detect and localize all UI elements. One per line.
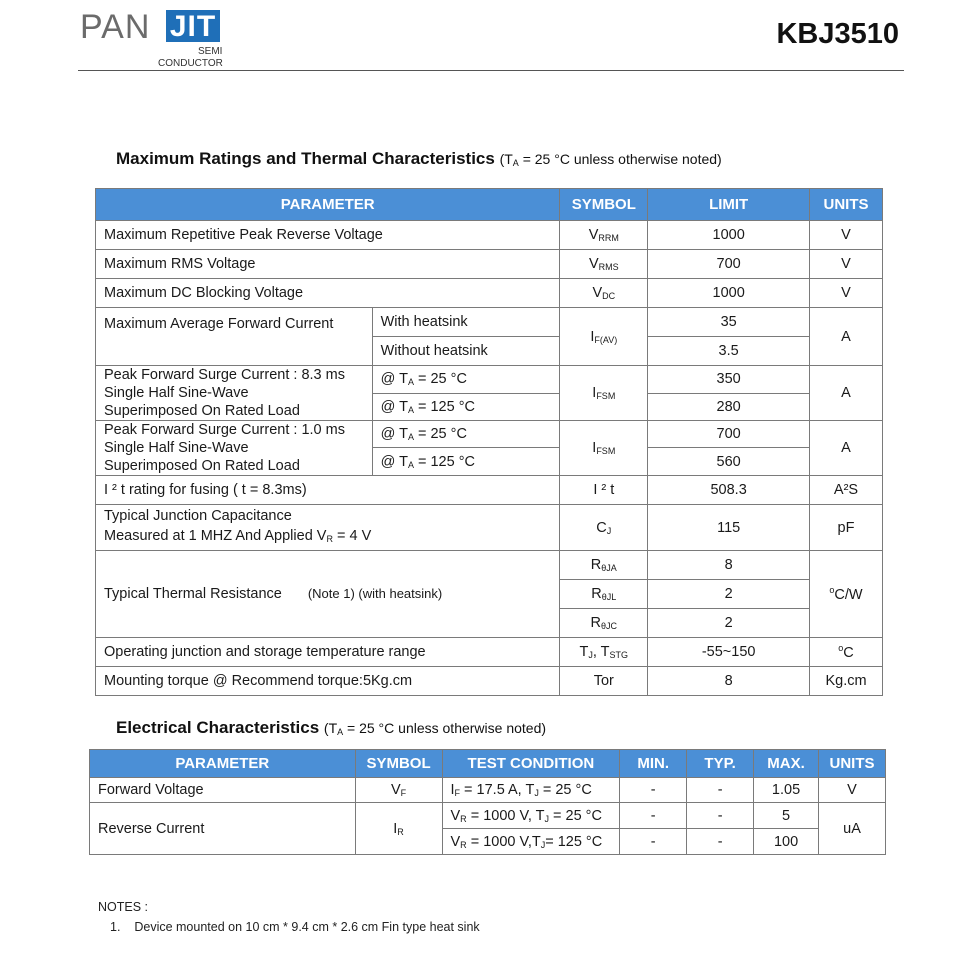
- condition-cell: @ $T_A = 25$ °C: [372, 421, 560, 448]
- symbol-cell: $C_J$: [560, 505, 648, 551]
- header-min: MIN.: [620, 750, 687, 778]
- unit-cell: Kg.cm: [810, 667, 883, 696]
- param-cell: Forward Voltage: [90, 778, 356, 803]
- condition-cell: @ $T_A = 25$ °C: [372, 366, 560, 394]
- condition-cell: @ $T_A = 125$ °C: [372, 448, 560, 476]
- limit-cell: 700: [648, 421, 810, 448]
- max-cell: 100: [754, 829, 819, 855]
- limit-cell: 3.5: [648, 337, 810, 366]
- unit-cell: pF: [810, 505, 883, 551]
- unit-cell: $^o$C/W: [810, 551, 883, 638]
- min-cell: -: [620, 803, 687, 829]
- typ-cell: -: [687, 778, 754, 803]
- param-cell: Maximum DC Blocking Voltage: [96, 279, 560, 308]
- condition-cell: @ $T_A = 125$ °C: [372, 393, 560, 421]
- header-test-condition: TEST CONDITION: [442, 750, 620, 778]
- table-row: [90, 803, 886, 829]
- header-parameter: PARAMETER: [90, 750, 356, 778]
- limit-cell: 508.3: [648, 476, 810, 505]
- param-cell: Maximum Repetitive Peak Reverse Voltage: [96, 221, 560, 250]
- symbol-cell: $V_{RMS}$: [560, 250, 648, 279]
- header-typ: TYP.: [687, 750, 754, 778]
- note-item: 1. Device mounted on 10 cm * 9.4 cm * 2.6 cm Fin type heat sink: [110, 920, 480, 934]
- param-cell: Maximum RMS Voltage: [96, 250, 560, 279]
- typ-cell: -: [687, 829, 754, 855]
- header-symbol: SYMBOL: [355, 750, 442, 778]
- table-row: [96, 638, 883, 667]
- unit-cell: V: [810, 279, 883, 308]
- param-cell: Typical Junction Capacitance Measured at 1 MHZ And Applied $V_R = 4$ V: [96, 505, 560, 551]
- symbol-cell: $I_{F(AV)}$: [560, 308, 648, 366]
- table-row: [96, 308, 883, 337]
- table-row: [96, 279, 883, 308]
- limit-cell: 35: [648, 308, 810, 337]
- limit-cell: 700: [648, 250, 810, 279]
- max-cell: 5: [754, 803, 819, 829]
- limit-cell: 1000: [648, 221, 810, 250]
- symbol-cell: Tor: [560, 667, 648, 696]
- test-condition-cell: $V_R = 1000$ $V,T_J= 125$ °C: [442, 829, 620, 855]
- symbol-cell: $R_{\theta JC}$: [560, 609, 648, 638]
- electrical-condition: ($T_A = 25$ °C unless otherwise noted): [323, 720, 547, 737]
- param-cell: I ² t rating for fusing ( t = 8.3ms): [96, 476, 560, 505]
- param-cell: Typical Thermal Resistance (Note 1) (with heatsink): [96, 551, 560, 638]
- table-row: [96, 667, 883, 696]
- condition-cell: Without heatsink: [372, 337, 560, 366]
- header-divider: [78, 70, 904, 71]
- header-parameter: PARAMETER: [96, 189, 560, 221]
- panjit-logo: [80, 4, 230, 70]
- symbol-cell: $T_J$, $T_{STG}$: [560, 638, 648, 667]
- logo-pan-text: PAN: [80, 8, 151, 46]
- test-condition-cell: $I_F = 17.5$ A, $T_J = 25$ °C: [442, 778, 620, 803]
- unit-cell: A: [810, 421, 883, 476]
- part-number: KBJ3510: [776, 18, 899, 50]
- logo-semi-text: SEMI: [198, 46, 223, 57]
- max-ratings-title: [116, 149, 722, 169]
- limit-cell: 115: [648, 505, 810, 551]
- electrical-table: [89, 749, 886, 855]
- min-cell: -: [620, 829, 687, 855]
- notes-title: NOTES :: [98, 900, 149, 914]
- unit-cell: A: [810, 366, 883, 421]
- table-row: [90, 778, 886, 803]
- limit-cell: 350: [648, 366, 810, 394]
- table-row: [96, 221, 883, 250]
- unit-cell: A: [810, 308, 883, 366]
- header-max: MAX.: [754, 750, 819, 778]
- param-cell: Peak Forward Surge Current : 8.3 ms Single Half Sine-Wave Superimposed On Rated Load: [96, 366, 373, 421]
- limit-cell: 280: [648, 393, 810, 421]
- notes-section: [98, 900, 480, 934]
- limit-cell: 1000: [648, 279, 810, 308]
- limit-cell: 8: [648, 667, 810, 696]
- limit-cell: 2: [648, 580, 810, 609]
- symbol-cell: $I_{FSM}$: [560, 366, 648, 421]
- symbol-cell: $I_{FSM}$: [560, 421, 648, 476]
- symbol-cell: $V_{RRM}$: [560, 221, 648, 250]
- symbol-cell: $V_{DC}$: [560, 279, 648, 308]
- limit-cell: 2: [648, 609, 810, 638]
- min-cell: -: [620, 778, 687, 803]
- unit-cell: A²S: [810, 476, 883, 505]
- condition-cell: With heatsink: [372, 308, 560, 337]
- max-ratings-table: [95, 188, 883, 696]
- typ-cell: -: [687, 803, 754, 829]
- table-row: [96, 551, 883, 580]
- symbol-cell: $I_R$: [355, 803, 442, 855]
- electrical-title: [116, 718, 546, 738]
- unit-cell: V: [819, 778, 886, 803]
- param-cell: Maximum Average Forward Current: [96, 308, 373, 366]
- header-symbol: SYMBOL: [560, 189, 648, 221]
- max-ratings-header-row: [96, 189, 883, 221]
- header-units: UNITS: [819, 750, 886, 778]
- test-condition-cell: $V_R = 1000$ V, $T_J = 25$ °C: [442, 803, 620, 829]
- max-cell: 1.05: [754, 778, 819, 803]
- limit-cell: 8: [648, 551, 810, 580]
- param-cell: Operating junction and storage temperature range: [96, 638, 560, 667]
- unit-cell: uA: [819, 803, 886, 855]
- table-row: [96, 366, 883, 394]
- table-row: [96, 505, 883, 551]
- unit-cell: V: [810, 250, 883, 279]
- symbol-cell: $R_{\theta JA}$: [560, 551, 648, 580]
- logo-jit-text: JIT: [169, 10, 217, 43]
- param-cell: Mounting torque @ Recommend torque:5Kg.cm: [96, 667, 560, 696]
- electrical-header-row: [90, 750, 886, 778]
- param-cell: Peak Forward Surge Current : 1.0 ms Single Half Sine-Wave Superimposed On Rated Load: [96, 421, 373, 476]
- unit-cell: V: [810, 221, 883, 250]
- header-units: UNITS: [810, 189, 883, 221]
- table-row: [96, 250, 883, 279]
- symbol-cell: I ² t: [560, 476, 648, 505]
- param-cell: Reverse Current: [90, 803, 356, 855]
- table-row: [96, 476, 883, 505]
- table-row: [96, 421, 883, 448]
- logo-conductor-text: CONDUCTOR: [158, 58, 223, 69]
- electrical-title-text: Electrical Characteristics: [116, 718, 320, 737]
- symbol-cell: $R_{\theta JL}$: [560, 580, 648, 609]
- symbol-cell: $V_F$: [355, 778, 442, 803]
- limit-cell: 560: [648, 448, 810, 476]
- unit-cell: $^o$C: [810, 638, 883, 667]
- max-ratings-title-text: Maximum Ratings and Thermal Characteristics: [116, 149, 495, 168]
- limit-cell: -55~150: [648, 638, 810, 667]
- header-limit: LIMIT: [648, 189, 810, 221]
- max-ratings-condition: ($T_A = 25$ °C unless otherwise noted): [499, 151, 722, 168]
